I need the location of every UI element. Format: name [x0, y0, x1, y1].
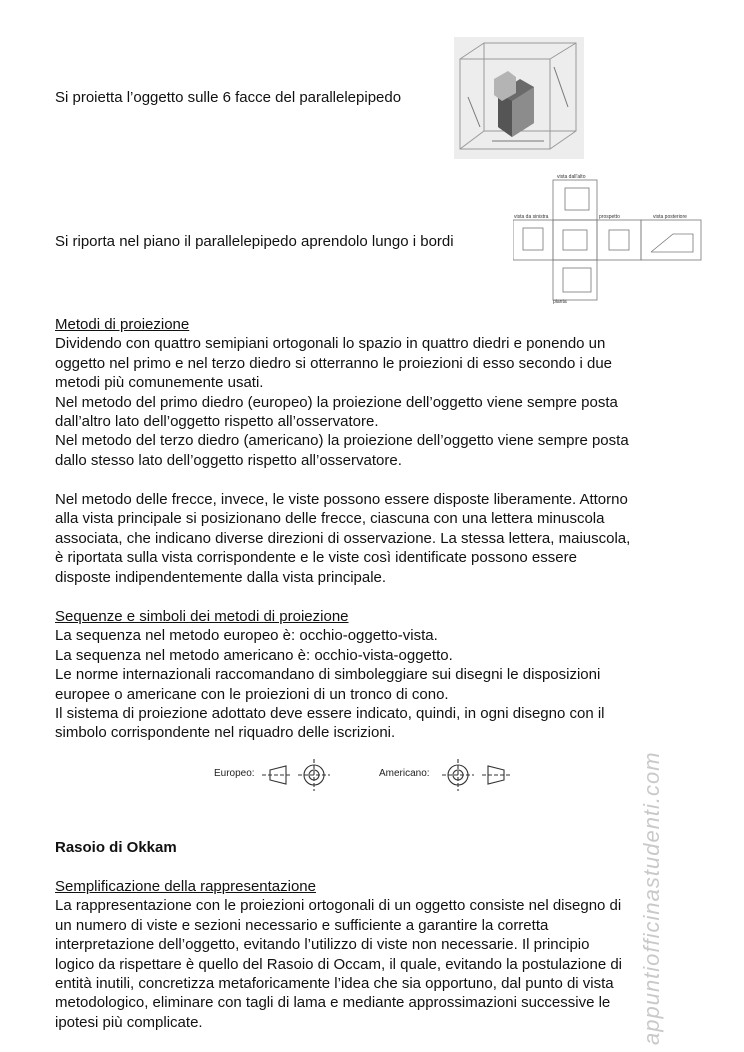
unfolded-views-figure: [513, 174, 713, 304]
sequenze-heading: Sequenze e simboli dei metodi di proiezione: [55, 608, 349, 625]
sequenze-line: simbolo corrispondente nel riquadro delle iscrizioni.: [55, 724, 396, 742]
frecce-line: Nel metodo delle frecce, invece, le viste possono essere disposte liberamente. Attorno: [55, 491, 628, 508]
frecce-line: alla vista principale si posizionano delle frecce, ciascuna con una lettera minuscola: [55, 510, 605, 528]
metodi-line: oggetto nel primo e nel terzo diedro si otterranno le proiezioni di esso secondo i due: [55, 354, 613, 372]
sequenze-section: [55, 607, 695, 743]
metodi-section: [55, 315, 695, 470]
unfold-label-back: vista posteriore: [653, 214, 687, 220]
rasoio-line: un numero di viste e sezioni necessario e sufficiente a garantire la corretta: [55, 916, 549, 934]
sequenze-line: La sequenza nel metodo europeo è: occhio-oggetto-vista.: [55, 627, 438, 645]
rasoio-line: logico da rispettare è quello del Rasoio di Occam, il quale, evitando la postulazione di: [55, 955, 623, 973]
intro-line-2: Si riporta nel piano il parallelepipedo aprendolo lungo i bordi: [55, 233, 454, 250]
rasoio-line: ipotesi più complicate.: [55, 1013, 203, 1031]
watermark: appuntiofficinastudenti.com: [639, 751, 664, 1045]
intro-line-1: Si proietta l’oggetto sulle 6 facce del parallelepipedo: [55, 89, 402, 106]
rasoio-title: Rasoio di Okkam: [55, 839, 177, 856]
rasoio-heading: Semplificazione della rappresentazione: [55, 878, 316, 895]
sequenze-line: europee o americane con le proiezioni di un tronco di cono.: [55, 685, 449, 703]
american-projection-symbol: [440, 758, 512, 794]
rasoio-line: entità inutili, concretizza metaforicamente l’idea che sia opportuno, dal punto di vista: [55, 975, 614, 993]
unfold-label-front: prospetto: [599, 214, 620, 220]
metodi-line: metodi più comunemente usati.: [55, 374, 264, 392]
parallelepiped-projection-figure: [454, 37, 584, 159]
frecce-line: associata, che indicano diverse direzioni di osservazione. La stessa lettera, maiuscola,: [55, 529, 631, 547]
metodi-line: Nel metodo del terzo diedro (americano) la proiezione dell’oggetto viene sempre posta: [55, 432, 629, 450]
rasoio-section: [55, 877, 695, 1032]
unfold-label-left: vista da sinistra: [514, 214, 549, 220]
unfold-label-top: vista dall'alto: [557, 174, 586, 180]
sequenze-line: Le norme internazionali raccomandano di simboleggiare sui disegni le disposizioni: [55, 666, 601, 684]
unfold-label-bottom: pianta: [553, 299, 567, 304]
frecce-section: [55, 490, 695, 587]
rasoio-line: metodologico, eliminare con tagli di lama e mediante approssimazioni successive le: [55, 994, 611, 1012]
frecce-line: è riportata sulla vista corrispondente e le viste così identificate possono essere: [55, 549, 577, 567]
metodi-line: Dividendo con quattro semipiani ortogonali lo spazio in quattro diedri e ponendo un: [55, 335, 606, 353]
rasoio-line: interpretazione dell’oggetto, evitando l’utilizzo di viste non necessarie. Il principio: [55, 936, 590, 954]
european-symbol-label: Europeo:: [214, 768, 255, 779]
metodi-line: dall’altro lato dell’oggetto rispetto all’osservatore.: [55, 413, 379, 431]
sequenze-line: La sequenza nel metodo americano è: occhio-vista-oggetto.: [55, 646, 453, 664]
frecce-line: disposte indipendentemente dalla vista principale.: [55, 568, 387, 586]
metodi-line: Nel metodo del primo diedro (europeo) la proiezione dell’oggetto viene sempre posta: [55, 393, 618, 411]
american-symbol-label: Americano:: [379, 768, 430, 779]
rasoio-line: La rappresentazione con le proiezioni ortogonali di un oggetto consiste nel disegno di: [55, 897, 622, 915]
metodi-line: dallo stesso lato dell’oggetto rispetto all’osservatore.: [55, 451, 402, 469]
metodi-heading: Metodi di proiezione: [55, 316, 190, 333]
sequenze-line: Il sistema di proiezione adottato deve essere indicato, quindi, in ogni disegno con il: [55, 705, 605, 723]
european-projection-symbol: [262, 758, 334, 794]
